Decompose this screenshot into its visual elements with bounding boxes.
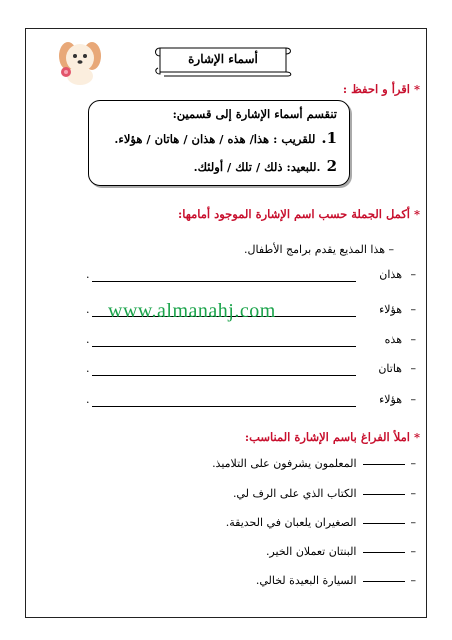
section2-heading xyxy=(178,207,420,221)
demonstrative-word: هاتان xyxy=(378,362,402,375)
section1-heading-text: اقرأ و احفظ : xyxy=(342,82,410,96)
section3-heading-text: املأ الفراغ باسم الإشارة المناسب: xyxy=(244,430,410,444)
row-dash: – xyxy=(410,516,416,529)
row-dash: – xyxy=(410,362,416,375)
row-dash: – xyxy=(410,393,416,406)
fill-row[interactable] xyxy=(86,362,416,378)
section1-heading xyxy=(343,82,420,96)
blank-line[interactable] xyxy=(363,581,405,582)
item-text: .للبعيد: ذلك / تلك / أولئك. xyxy=(193,160,321,174)
fill-row[interactable] xyxy=(86,333,416,349)
blank-line[interactable] xyxy=(363,552,405,553)
title-scroll xyxy=(150,44,296,78)
answer-line[interactable] xyxy=(92,346,356,347)
row-end: . xyxy=(86,393,90,406)
item-number: 2 xyxy=(326,157,337,175)
blank-line[interactable] xyxy=(363,494,405,495)
info-intro: تنقسم أسماء الإشارة إلى قسمين: xyxy=(172,107,337,121)
sentence-text: البنتان تعملان الخير. xyxy=(265,545,357,558)
row-dash: – xyxy=(410,574,416,587)
star-icon: * xyxy=(413,82,420,96)
demonstrative-word: هذان xyxy=(379,268,402,281)
star-icon: * xyxy=(413,430,420,444)
watermark: www.almanahj.com xyxy=(108,300,276,322)
item-text: للقريب : هذا/ هذه / هذان / هاتان / هؤلاء. xyxy=(114,132,316,146)
puppy-illustration xyxy=(54,34,106,86)
section3-heading xyxy=(245,430,420,444)
sentence-text: الكتاب الذي على الرف لي. xyxy=(232,487,357,500)
info-item-near xyxy=(99,129,337,147)
section2-heading-text: أكمل الجملة حسب اسم الإشارة الموجود أمامها: xyxy=(178,207,410,221)
row-dash: – xyxy=(410,457,416,470)
blank-line[interactable] xyxy=(363,464,405,465)
sentence-text: الصغيران يلعبان في الحديقة. xyxy=(225,516,357,529)
sentence-text: المعلمون يشرفون على التلاميذ. xyxy=(212,457,357,470)
row-end: . xyxy=(86,303,90,316)
sentence-text: السيارة البعيدة لخالي. xyxy=(255,574,357,587)
row-dash: – xyxy=(410,268,416,281)
row-end: . xyxy=(86,362,90,375)
demonstrative-word: هؤلاء xyxy=(379,303,402,316)
example-sentence: – هذا المذيع يقدم برامج الأطفال. xyxy=(244,243,394,256)
info-box xyxy=(88,100,350,186)
item-number: 1. xyxy=(321,129,337,147)
blank-row[interactable] xyxy=(256,574,416,587)
blank-row[interactable] xyxy=(212,457,416,470)
answer-line[interactable] xyxy=(92,406,356,407)
row-end: . xyxy=(86,333,90,346)
fill-row[interactable] xyxy=(86,393,416,409)
demonstrative-word: هؤلاء xyxy=(379,393,402,406)
blank-row[interactable] xyxy=(266,545,416,558)
blank-line[interactable] xyxy=(363,523,405,524)
blank-row[interactable] xyxy=(226,516,416,529)
answer-line[interactable] xyxy=(92,375,356,376)
row-dash: – xyxy=(410,333,416,346)
row-end: . xyxy=(86,268,90,281)
page-title: أسماء الإشارة xyxy=(188,52,258,66)
demonstrative-word: هذه xyxy=(384,333,402,346)
row-dash: – xyxy=(410,487,416,500)
answer-line[interactable] xyxy=(92,281,356,282)
blank-row[interactable] xyxy=(233,487,416,500)
info-item-far xyxy=(99,157,337,175)
row-dash: – xyxy=(410,303,416,316)
row-dash: – xyxy=(410,545,416,558)
fill-row[interactable] xyxy=(86,268,416,284)
star-icon: * xyxy=(413,207,420,221)
